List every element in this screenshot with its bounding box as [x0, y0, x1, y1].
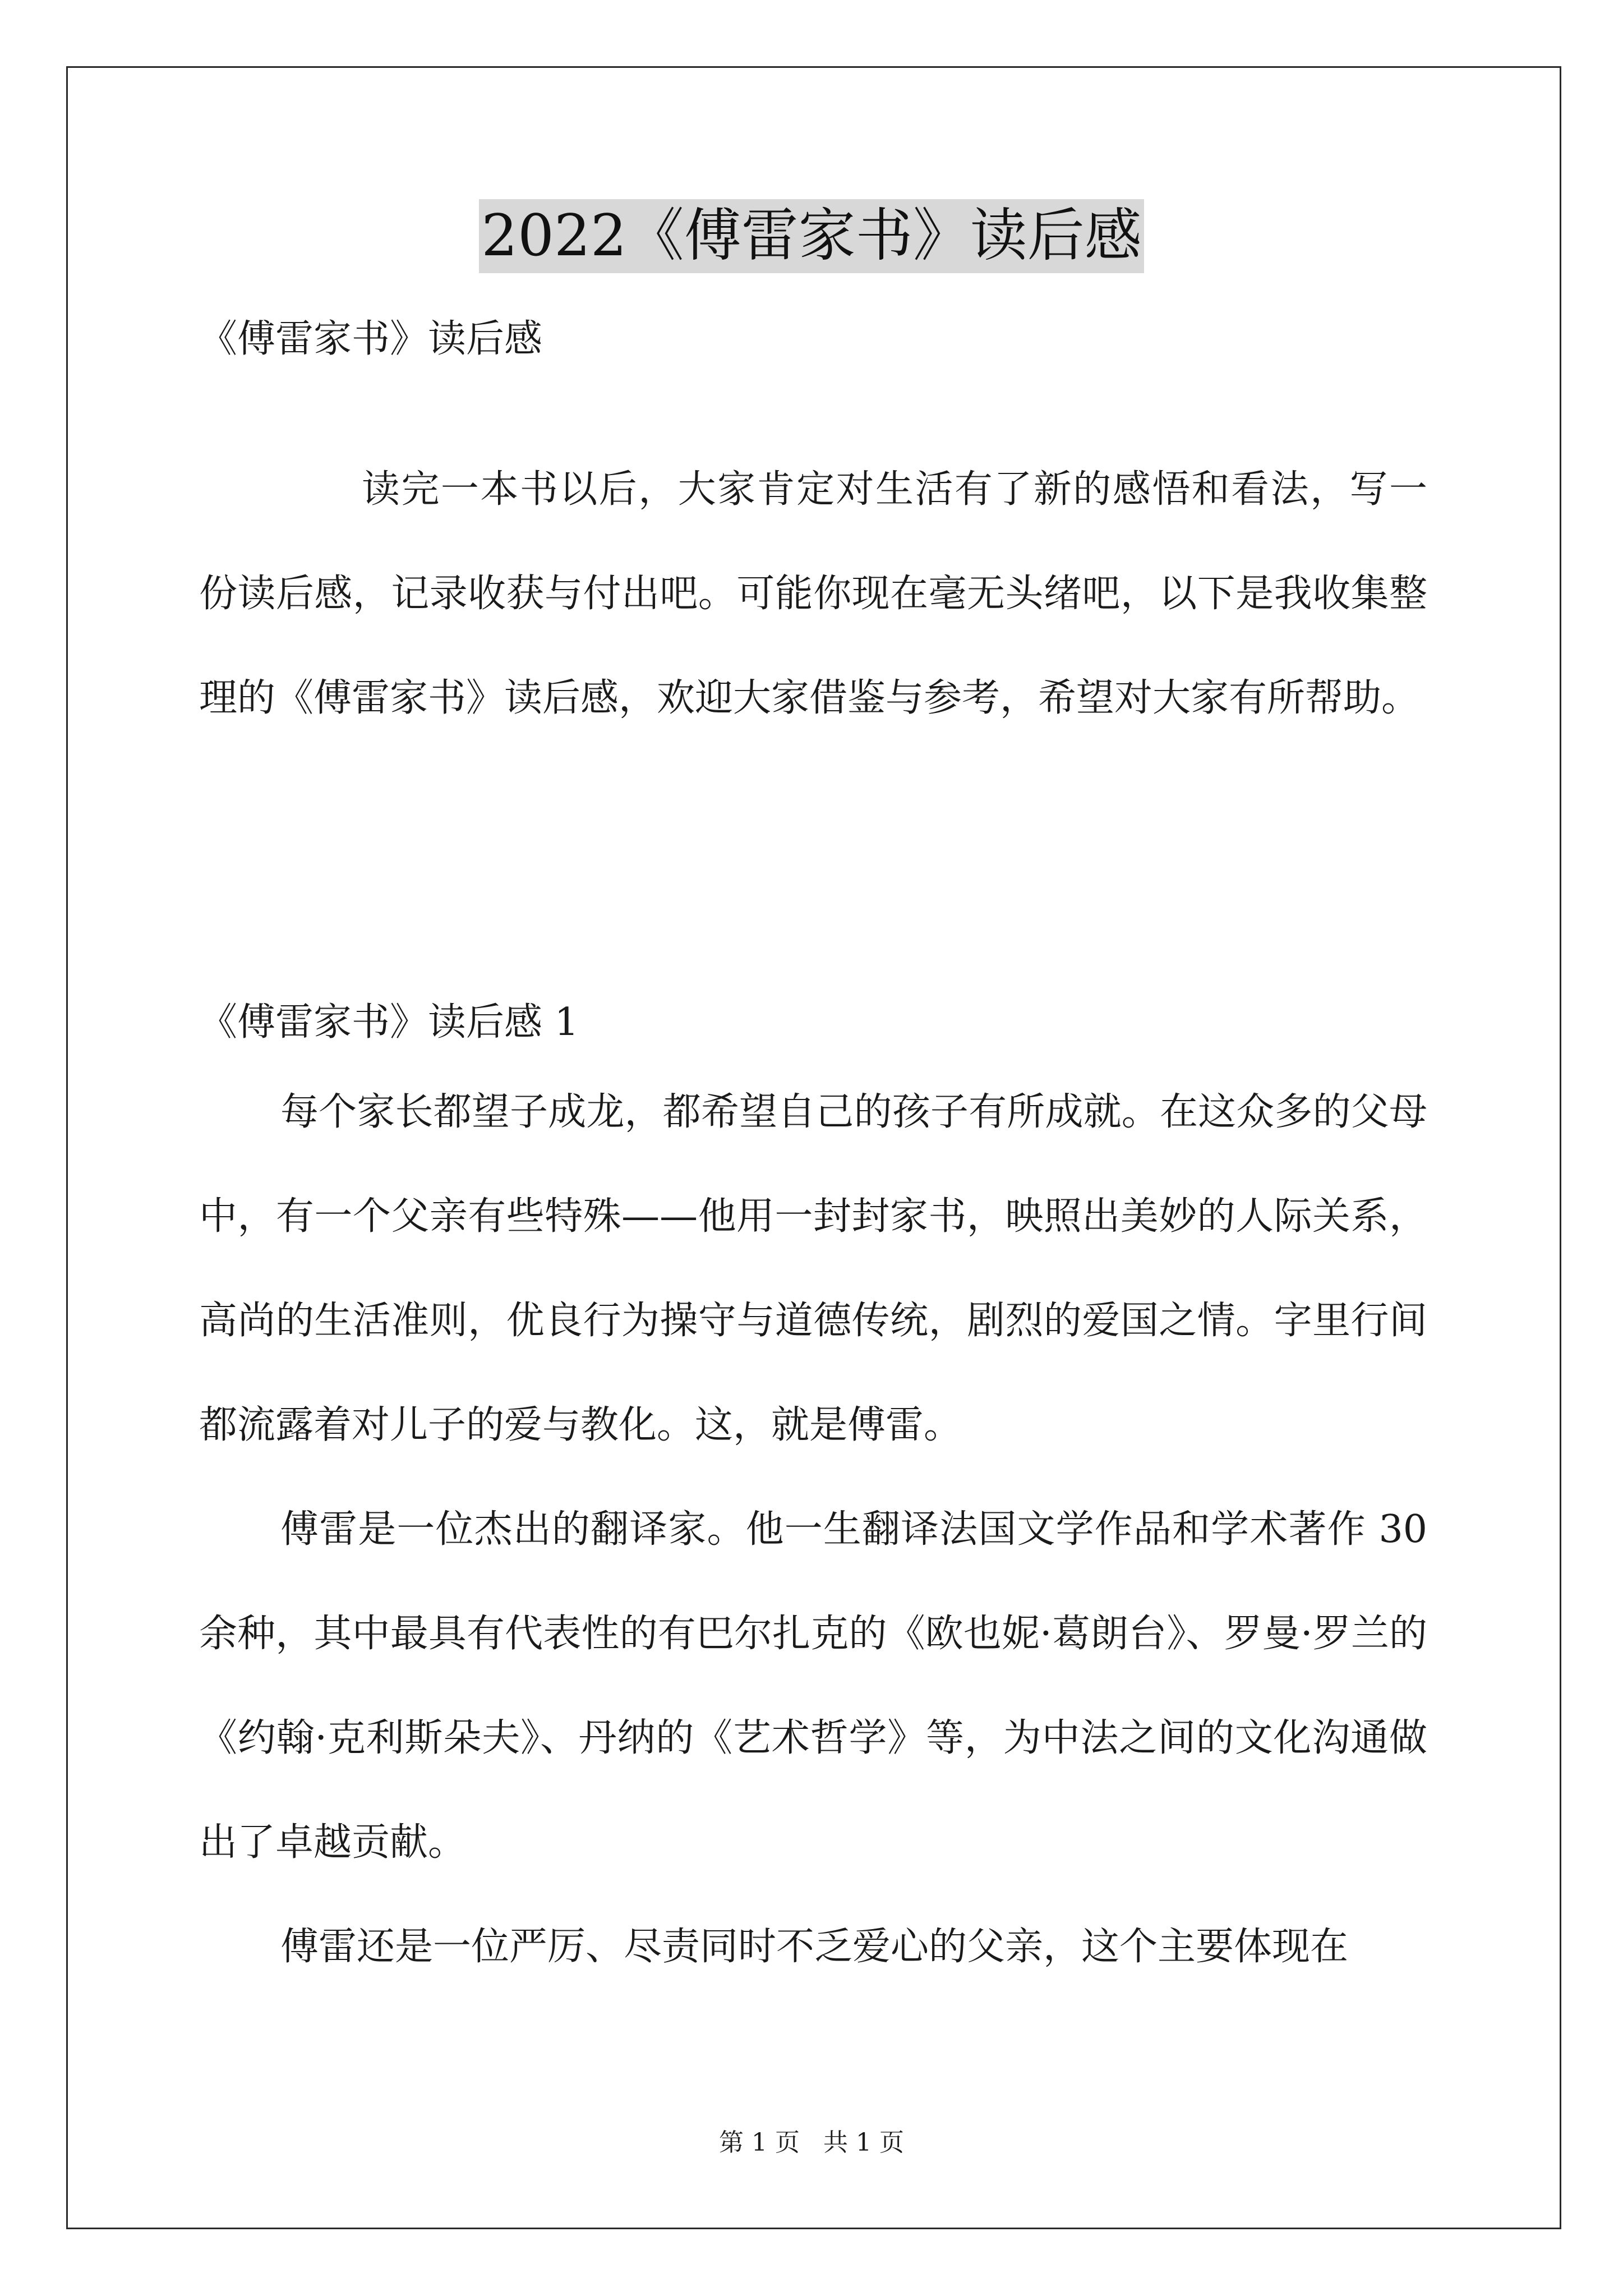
- intro-heading: 《傅雷家书》读后感: [199, 317, 543, 361]
- page-number: 第 1 页: [719, 2128, 800, 2157]
- section-body: [199, 1060, 1427, 1999]
- body-paragraph: 傅雷还是一位严厉、尽责同时不乏爱心的父亲，这个主要体现在: [280, 1925, 1349, 1969]
- document-title: 2022《傅雷家书》读后感: [479, 199, 1144, 273]
- title-container: [0, 199, 1623, 273]
- page-total: 共 1 页: [823, 2128, 904, 2157]
- body-paragraph: 每个家长都望子成龙，都希望自己的孩子有所成就。在这众多的父母中，有一个父亲有些特殊——他用一封封家书，映照出美妙的人际关系，高尚的生活准则，优良行为操守与道德传统，剧烈的爱国之情。字里行间都流露着对儿子的爱与教化。这，就是傅雷。: [199, 1090, 1427, 1447]
- page-footer: [0, 2126, 1623, 2160]
- intro-paragraph: 读完一本书以后，大家肯定对生活有了新的感悟和看法，写一份读后感，记录收获与付出吧。可能你现在毫无头绪吧，以下是我收集整理的《傅雷家书》读后感，欢迎大家借鉴与参考，希望对大家有所帮助。: [199, 467, 1427, 720]
- section-heading: 《傅雷家书》读后感 1: [199, 1000, 579, 1045]
- body-paragraph: 傅雷是一位杰出的翻译家。他一生翻译法国文学作品和学术著作 30 余种，其中最具有代表性的有巴尔扎克的《欧也妮·葛朗台》、罗曼·罗兰的《约翰·克利斯朵夫》、丹纳的《艺术哲学》等，为中法之间的文化沟通做出了卓越贡献。: [199, 1507, 1427, 1865]
